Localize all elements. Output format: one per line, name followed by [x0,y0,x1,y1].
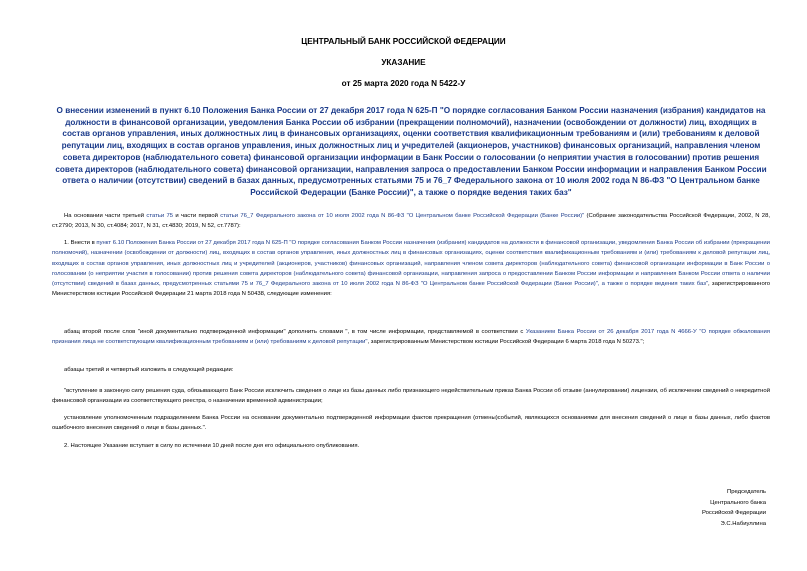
quoted-paragraph-2: установление уполномоченным подразделением Банка России на основании документально подтвержденной информации фактов прекращения (отмены)событий, являющихся основаниями для внесения сведений о лице в базы данных, либо фактов ошибочного внесения сведений о лице в базы данных.". [52,415,770,432]
document-type: УКАЗАНИЕ [381,58,426,67]
item-1-paragraph: 1. Внести в пункт 6.10 Положения Банка России от 27 декабря 2017 года N 625-П "О порядке согласования Банком России назначения (избрания) кандидатов на должности в финансовой организации, уведомления Банка России об избрании (прекращении полномочий), назначении (освобождении от должности) лиц, входящих в состав органов управления, иных должностных лиц в финансовых организациях, оценки соответствия квалификационным требованиям и (или) требованиям к деловой репутации лиц, входящих в состав органов управления, иных должностных лиц и учредителей (акционеров, участников) финансовых организаций, направления членом совета директоров (наблюдательного совета) финансовой организации информации в Банк России о голосовании (о неприятии участия в голосовании) против решения совета директоров (наблюдательного совета) финансовой организации, направления запроса о предоставлении Банком России информации и направления Банком России ответа о наличии (отсутствии) сведений в базах данных, предусмотренных статьями 75 и 76_7 Федерального закона от 10 июля 2002 года N 86-ФЗ "О Центральном банке Российской Федерации (Банке России)", а также о порядке ведения таких баз", зарегистрированного Министерством юстиции Российской Федерации 21 марта 2018 года N 50438, следующие изменения: [52,240,771,298]
document-title: О внесении изменений в пункт 6.10 Положения Банка России от 27 декабря 2017 года N 625-П "О порядке согласования Банком России назначения (избрания) кандидатов на должности в финансовой организации, уведомления Банка России об избрании (прекращении полномочий), назначении (освобождении от должности) лиц, входящих в состав органов управления, иных должностных лиц в финансовых организациях, оценки соответствия квалификационным требованиям и (или) требованиям к деловой репутации лиц, входящих в состав органов управления, иных должностных лиц и учредителей (акционеров, участников) финансовых организаций, направления членом совета директоров (наблюдательного совета) финансовой организации информации в Банк России о голосовании (о неприятии участия в голосовании) против решения совета директоров (наблюдательного совета) финансовой организации, направления запроса о предоставлении Банком России информации и направления Банком России ответа о наличии (отсутствии) сведений в базах данных, предусмотренных статьями 75 и 76_7 Федерального закона от 10 июля 2002 года N 86-ФЗ "О Центральном банке Российской Федерации (Банке России)", а также о порядке ведения таких баз" [55,106,767,197]
link-article-76-7[interactable]: статьи 76_7 Федерального закона от 10 июля 2002 года N 86-ФЗ "О Центральном банке Российской Федерации (Банке России)" [220,213,585,219]
paragraph-2-amendment: абзац второй после слов "иной документально подтвержденной информации" дополнить словами ", в том числе информации, представляемой в соответствии с Указанием Банка России от 26 декабря 2017 года N 4666-У "О порядке обжалования признания лица не соответствующим квалификационным требованиям и (или) требованиям к деловой репутации", зарегистрированным Министерством юстиции Российской Федерации 6 марта 2018 года N 50273."; [52,329,770,346]
link-directive-4666u[interactable]: Указанием Банка России от 26 декабря 2017 года N 4666-У "О порядке обжалования признания лица не соответствующим квалификационным требованиям и (или) требованиям к деловой репутации" [52,329,770,346]
intro-paragraph: На основании части третьей статьи 75 и части первой статьи 76_7 Федерального закона от 10 июля 2002 года N 86-ФЗ "О Центральном банке Российской Федерации (Банке России)" (Собрание законодательства Российской Федерации, 2002, N 28, ст.2790; 2013, N 30, ст.4084; 2017, N 31, ст.4830; 2019, N 52, ст.7787): [52,213,770,230]
signature-block [566,487,766,529]
signatory-name: Э.С.Набиуллина [720,520,766,527]
issuer-heading: ЦЕНТРАЛЬНЫЙ БАНК РОССИЙСКОЙ ФЕДЕРАЦИИ [301,37,506,46]
document-date-number: от 25 марта 2020 года N 5422-У [341,79,466,88]
paragraph-3-4-intro: абзацы третий и четвертый изложить в следующей редакции: [64,367,234,373]
signature-title-line3: Российской Федерации [701,510,766,517]
link-article-75[interactable]: статьи 75 [146,213,174,219]
item-2-paragraph: 2. Настоящее Указание вступает в силу по истечении 10 дней после дня его официального опубликования. [64,443,360,449]
link-regulation-625p[interactable]: пункт 6.10 Положения Банка России от 27 декабря 2017 года N 625-П "О порядке согласования Банком России назначения (избрания) кандидатов на должности в финансовой организации, уведомления Банка России об избрании (прекращении полномочий), назначении (освобождении от должности) лиц, входящих в состав органов управления, иных должностных лиц в финансовых организациях, оценки соответствия квалификационным требованиям и (или) требованиям к деловой репутации лиц, входящих в состав органов управления, иных должностных лиц и учредителей (акционеров, участников) финансовых организаций, направления членом совета директоров (наблюдательного совета) финансовой организации информации в Банк России о голосовании (о неприятии участия в голосовании) против решения совета директоров (наблюдательного совета) финансовой организации, направления запроса о предоставлении Банком России информации и направления Банком России ответа о наличии (отсутствии) сведений в базах данных, предусмотренных статьями 75 и 76_7 Федерального закона от 10 июля 2002 года N 86-ФЗ "О Центральном банке Российской Федерации (Банке России)", а также о порядке ведения таких баз" [52,240,770,288]
signature-title-line2: Центрального банка [710,499,766,506]
signature-title-line1: Председатель [727,489,766,495]
quoted-paragraph-1: "вступление в законную силу решения суда, обязывающего Банк России исключить сведения о лице из базы данных либо признающего недействительным приказ Банка России об отзыве (аннулировании) лицензии, об исключении сведений о некредитной финансовой организации из соответствующего реестра, о назначении временной администрации; [52,388,770,405]
